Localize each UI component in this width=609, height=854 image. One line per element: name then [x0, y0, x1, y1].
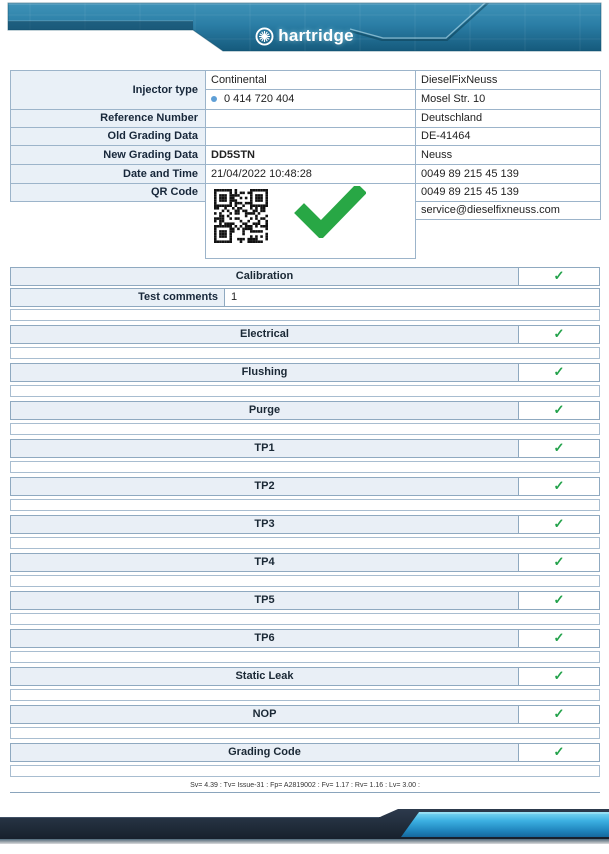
- test-comments-row: [10, 288, 600, 307]
- section-tp6: [10, 629, 600, 663]
- section-result-cell: [518, 326, 599, 343]
- section-electrical: [10, 325, 600, 359]
- section-grading-code: [10, 743, 600, 777]
- pass-check-icon: ✓: [553, 516, 565, 531]
- section-tp3: [10, 515, 600, 549]
- section-result-cell: [518, 744, 599, 761]
- section-bar-tp5: [10, 591, 600, 610]
- info-label-old-grading: Old Grading Data: [11, 128, 206, 146]
- section-bar-calibration: [10, 267, 600, 286]
- section-bar-tp4: [10, 553, 600, 572]
- section-nop: [10, 705, 600, 739]
- old-grading-value: [206, 128, 416, 146]
- new-grading-value: DD5STN: [206, 146, 416, 165]
- section-bar-static-leak: [10, 667, 600, 686]
- section-bar-grading-code: [10, 743, 600, 762]
- info-label-injector-type: Injector type: [11, 71, 206, 110]
- result-detail-row: [10, 461, 600, 473]
- section-label: Purge: [11, 402, 518, 419]
- section-label: TP1: [11, 440, 518, 457]
- section-result-cell: [518, 478, 599, 495]
- section-bar-tp6: [10, 629, 600, 648]
- result-detail-row: [10, 727, 600, 739]
- contact-email-value: service@dieselfixneuss.com: [416, 202, 601, 220]
- header-banner: [0, 0, 609, 56]
- result-detail-row: [10, 423, 600, 435]
- pass-check-icon: ✓: [553, 744, 565, 759]
- pass-check-icon: ✓: [553, 478, 565, 493]
- info-label-new-grading: New Grading Data: [11, 146, 206, 165]
- pass-check-icon: ✓: [553, 326, 565, 341]
- contact-street-value: Mosel Str. 10: [416, 90, 601, 110]
- section-bar-nop: [10, 705, 600, 724]
- footer-banner-shape: [0, 806, 609, 849]
- info-label-qr-code: QR Code: [11, 184, 206, 202]
- result-detail-row: [10, 613, 600, 625]
- pass-check-icon: ✓: [553, 554, 565, 569]
- pass-check-icon: ✓: [553, 364, 565, 379]
- contact-name-value: DieselFixNeuss: [416, 71, 601, 90]
- section-tp5: [10, 591, 600, 625]
- section-result-cell: [518, 402, 599, 419]
- section-label: TP3: [11, 516, 518, 533]
- info-label-date-time: Date and Time: [11, 165, 206, 184]
- section-label: TP6: [11, 630, 518, 647]
- result-detail-row: [10, 689, 600, 701]
- footer-rule: [10, 792, 600, 793]
- pass-check-icon: ✓: [553, 706, 565, 721]
- footer-banner: [0, 806, 609, 849]
- pass-check-icon: ✓: [553, 440, 565, 455]
- spacer-cell: [11, 202, 206, 220]
- test-sections: [10, 267, 600, 793]
- section-static-leak: [10, 667, 600, 701]
- test-comments-value: 1: [224, 289, 599, 306]
- result-detail-row: [10, 309, 600, 321]
- contact-country-value: Deutschland: [416, 110, 601, 128]
- section-result-cell: [518, 630, 599, 647]
- section-calibration: [10, 267, 600, 321]
- section-label: Static Leak: [11, 668, 518, 685]
- section-result-cell: [518, 268, 599, 285]
- part-number-bullet-icon: [211, 96, 217, 102]
- section-label: Calibration: [11, 268, 518, 285]
- section-label: TP5: [11, 592, 518, 609]
- section-bar-tp1: [10, 439, 600, 458]
- qr-code-cell: [206, 184, 416, 259]
- part-number-value: 0 414 720 404: [224, 93, 295, 105]
- header-banner-shape: [0, 0, 609, 56]
- result-detail-row: [10, 537, 600, 549]
- pass-check-icon: ✓: [553, 592, 565, 607]
- section-result-cell: [518, 516, 599, 533]
- section-bar-flushing: [10, 363, 600, 382]
- injector-make-value: Continental: [206, 71, 416, 90]
- qr-pass-check-icon: [294, 186, 366, 238]
- contact-phone1-value: 0049 89 215 45 139: [416, 165, 601, 184]
- info-label-reference-number: Reference Number: [11, 110, 206, 128]
- section-result-cell: [518, 592, 599, 609]
- contact-city-value: Neuss: [416, 146, 601, 165]
- section-result-cell: [518, 364, 599, 381]
- result-detail-row: [10, 385, 600, 397]
- section-label: Grading Code: [11, 744, 518, 761]
- section-label: NOP: [11, 706, 518, 723]
- section-result-cell: [518, 440, 599, 457]
- test-comments-label: Test comments: [11, 289, 224, 306]
- qr-code-image: [214, 189, 268, 243]
- section-tp4: [10, 553, 600, 587]
- section-bar-tp3: [10, 515, 600, 534]
- date-time-value: 21/04/2022 10:48:28: [206, 165, 416, 184]
- pass-check-icon: ✓: [553, 402, 565, 417]
- contact-postcode-value: DE-41464: [416, 128, 601, 146]
- section-tp2: [10, 477, 600, 511]
- section-result-cell: [518, 706, 599, 723]
- spacer-cell: [416, 220, 601, 259]
- reference-number-value: [206, 110, 416, 128]
- pass-check-icon: ✓: [553, 668, 565, 683]
- result-detail-row: [10, 499, 600, 511]
- section-label: Flushing: [11, 364, 518, 381]
- pass-check-icon: ✓: [553, 268, 565, 283]
- result-detail-row: [10, 651, 600, 663]
- section-flushing: [10, 363, 600, 397]
- result-detail-row: [10, 347, 600, 359]
- result-detail-row: [10, 765, 600, 777]
- version-line: Sv= 4.39 : Tv= Issue-31 : Fp= A2819002 : Fv= 1.17 : Rv= 1.16 : Lv= 3.00 :: [190, 782, 420, 789]
- spacer-cell: [11, 220, 206, 259]
- section-tp1: [10, 439, 600, 473]
- section-label: TP2: [11, 478, 518, 495]
- section-purge: [10, 401, 600, 435]
- section-result-cell: [518, 554, 599, 571]
- info-table: [10, 70, 601, 259]
- pass-check-icon: ✓: [553, 630, 565, 645]
- brand-logo-text: hartridge: [278, 26, 354, 45]
- section-bar-electrical: [10, 325, 600, 344]
- part-number-cell: [206, 90, 416, 110]
- section-bar-tp2: [10, 477, 600, 496]
- section-label: TP4: [11, 554, 518, 571]
- section-bar-purge: [10, 401, 600, 420]
- contact-phone2-value: 0049 89 215 45 139: [416, 184, 601, 202]
- section-result-cell: [518, 668, 599, 685]
- result-detail-row: [10, 575, 600, 587]
- section-label: Electrical: [11, 326, 518, 343]
